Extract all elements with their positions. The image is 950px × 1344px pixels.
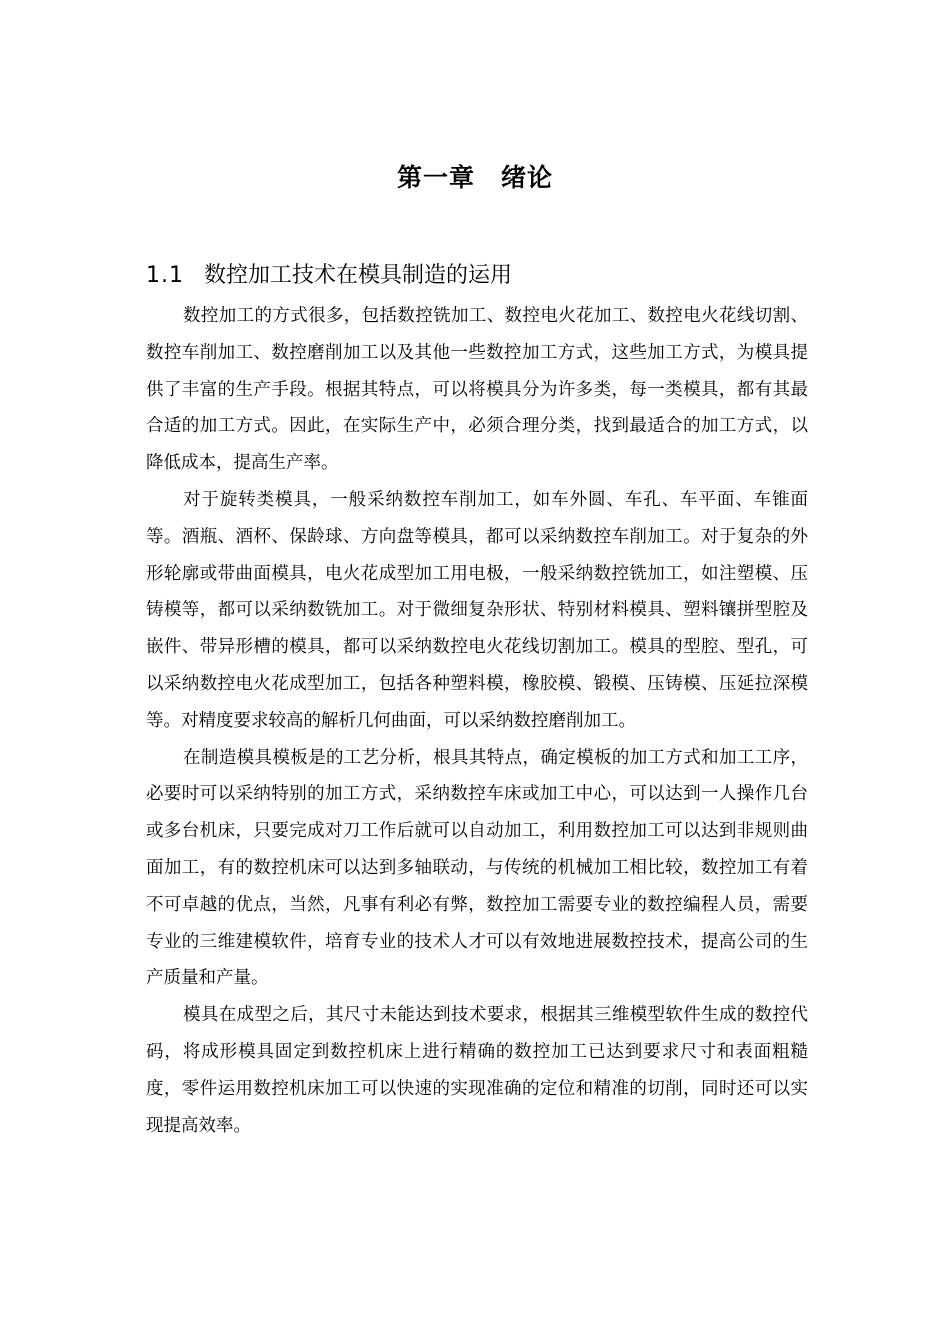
section-title: 数控加工技术在模具制造的运用 <box>204 263 513 288</box>
paragraph: 数控加工的方式很多，包括数控铣加工、数控电火花加工、数控电火花线切割、数控车削加工、数控磨削加工以及其他一些数控加工方式，这些加工方式，为模具提供了丰富的生产手段。根据其特点，可以将模具分为许多类，每一类模具，都有其最合适的加工方式。因此，在实际生产中，必须合理分类，找到最适合的加工方式，以降低成本，提高生产率。 <box>146 306 808 474</box>
paragraph: 在制造模具模板是的工艺分析，根具其特点，确定模板的加工方式和加工工序，必要时可以采纳特别的加工方式，采纳数控车床或加工中心，可以达到一人操作几台或多台机床，只要完成对刀工作后就可以自动加工，利用数控加工可以达到非规则曲面加工，有的数控机床可以达到多轴联动，与传统的机械加工相比较，数控加工有着不可卓越的优点，当然，凡事有利必有弊，数控加工需要专业的数控编程人员，需要专业的三维建模软件，培育专业的技术人才可以有效地进展数控技术，提高公司的生产质量和产量。 <box>146 747 808 989</box>
section-heading <box>146 260 512 292</box>
paragraph: 对于旋转类模具，一般采纳数控车削加工，如车外圆、车孔、车平面、车锥面等。酒瓶、酒杯、保龄球、方向盘等模具，都可以采纳数控车削加工。对于复杂的外形轮廓或带曲面模具，电火花成型加工用电极，一般采纳数控铣加工，如注塑模、压铸模等，都可以采纳数铣加工。对于微细复杂形状、特别材料模具、塑料镶拼型腔及嵌件、带异形槽的模具，都可以采纳数控电火花线切割加工。模具的型腔、型孔，可以采纳数控电火花成型加工，包括各种塑料模，橡胶模、锻模、压铸模、压延拉深模等。对精度要求较高的解析几何曲面，可以采纳数控磨削加工。 <box>146 489 808 731</box>
body-text <box>146 298 808 1144</box>
section-number: 1.1 <box>146 263 184 288</box>
paragraph: 模具在成型之后，其尺寸未能达到技术要求，根据其三维模型软件生成的数控代码，将成形模具固定到数控机床上进行精确的数控加工已达到要求尺寸和表面粗糙度，零件运用数控机床加工可以快速的实现准确的定位和精准的切削，同时还可以实现提高效率。 <box>146 1005 808 1136</box>
chapter-title: 第一章 绪论 <box>396 163 553 192</box>
